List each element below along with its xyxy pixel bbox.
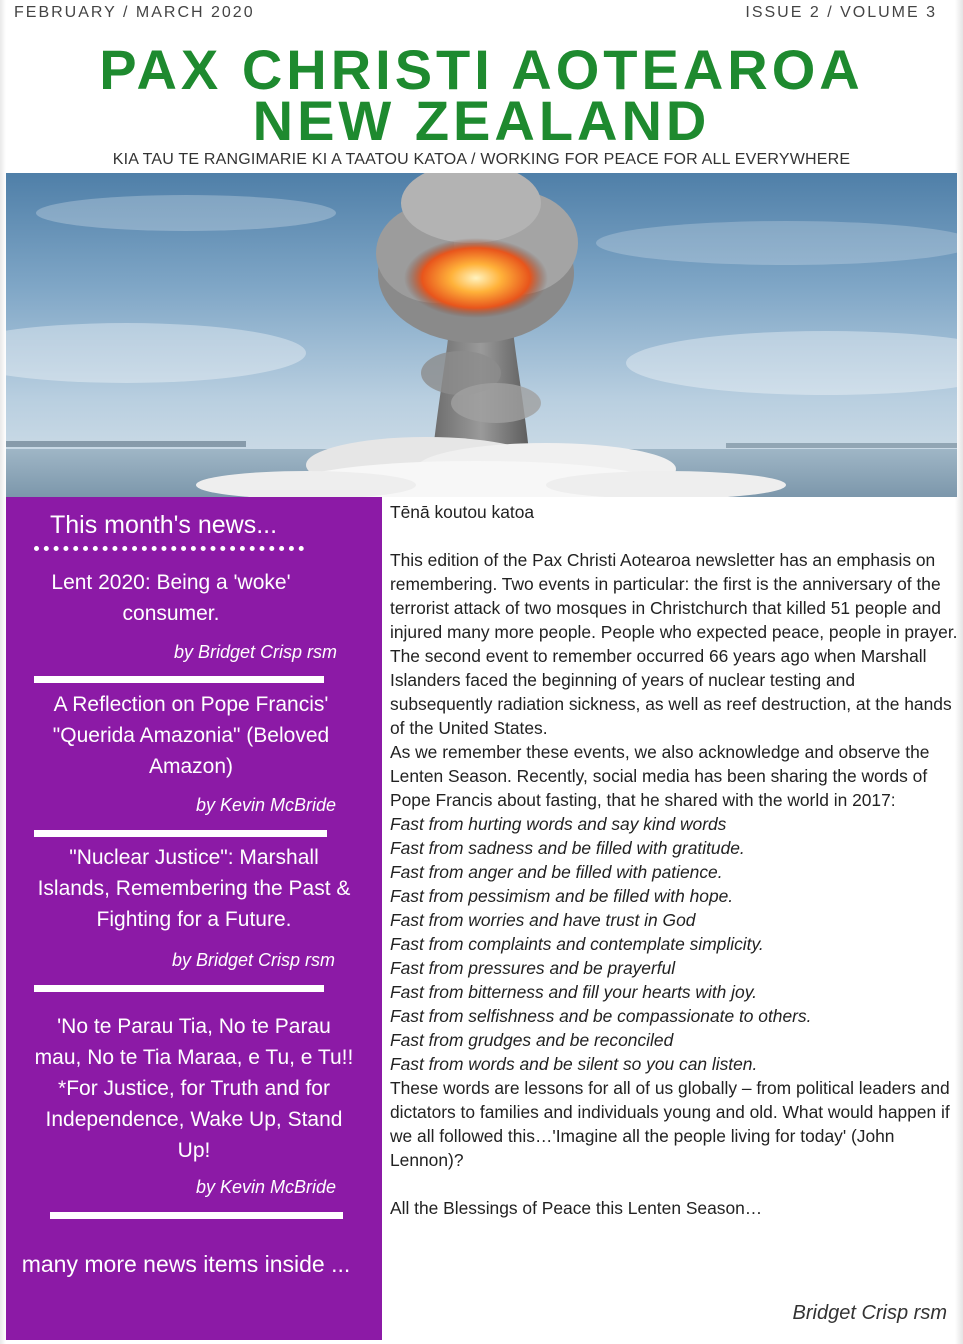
issue-number: ISSUE 2 / VOLUME 3	[745, 4, 937, 21]
fast-line: Fast from pessimism and be filled with hope.	[390, 886, 734, 906]
lent-paragraph: As we remember these events, we also acknowledge and observe the Lenten Season. Recently, social media has been sharing the words of Pope Francis about fasting, that he shared with the world in 2017:	[390, 742, 930, 810]
masthead-tagline: KIA TAU TE RANGIMARIE KI A TAATOU KATOA / WORKING FOR PEACE FOR ALL EVERYWHERE	[112, 151, 851, 168]
news-divider	[50, 1212, 343, 1219]
news-item-title[interactable]: A Reflection on Pope Francis' "Querida Amazonia" (Beloved Amazon)	[52, 693, 330, 778]
issue-date: FEBRUARY / MARCH 2020	[14, 4, 255, 21]
fast-line: Fast from sadness and be filled with gratitude.	[390, 838, 745, 858]
fast-line: Fast from selfishness and be compassionate to others.	[390, 1006, 812, 1026]
author-signature: Bridget Crisp rsm	[792, 1302, 947, 1324]
news-divider	[34, 985, 324, 992]
news-divider	[34, 830, 327, 837]
news-item-title[interactable]: 'No te Parau Tia, No te Parau mau, No te Tia Maraa, e Tu, e Tu!! *For Justice, for Truth and for Independence, Wake Up, Stand Up!	[34, 1015, 354, 1162]
fast-line: Fast from worries and have trust in God	[390, 910, 696, 930]
news-item-title[interactable]: "Nuclear Justice": Marshall Islands, Remembering the Past & Fighting for a Future.	[37, 846, 351, 931]
mushroom-cloud-illustration	[6, 173, 957, 497]
intro-paragraph: This edition of the Pax Christi Aotearoa newsletter has an emphasis on remembering. Two events in particular: the first is the anniversary of the terrorist attack of two mosques in Christchurch that killed 51 people and injured many more people. People who expected peace, people in prayer. The second event to remember occurred 66 years ago when Marshall Islanders faced the beginning of years of nuclear testing and subsequently radiation sickness, as well as reef destruction, at the hands of the United States.	[390, 550, 958, 738]
fast-line: Fast from words and be silent so you can listen.	[390, 1054, 758, 1074]
masthead-title-line1: PAX CHRISTI AOTEAROA	[99, 38, 864, 101]
news-item-author: by Kevin McBride	[196, 1177, 337, 1197]
news-sidebar	[6, 497, 382, 1340]
news-divider	[34, 676, 324, 683]
editorial-article	[390, 500, 960, 1220]
fast-line: Fast from anger and be filled with patience.	[390, 862, 723, 882]
more-news-note: many more news items inside ...	[21, 1251, 351, 1277]
news-item-author: by Bridget Crisp rsm	[172, 950, 336, 970]
masthead-title-line2: NEW ZEALAND	[252, 89, 711, 152]
closing-paragraph: These words are lessons for all of us globally – from political leaders and dictators to families and individuals young and old. What would happen if we all followed this…'Imagine all the people living for today' (John Lennon)?	[390, 1078, 950, 1170]
greeting: Tēnā koutou katoa	[390, 502, 535, 522]
fast-line: Fast from bitterness and fill your hearts with joy.	[390, 982, 757, 1002]
fast-line: Fast from complaints and contemplate simplicity.	[390, 934, 764, 954]
sidebar-heading: This month's news...	[50, 511, 278, 539]
dotted-divider	[34, 546, 304, 551]
news-item-author: by Bridget Crisp rsm	[174, 642, 338, 662]
fast-line: Fast from hurting words and say kind words	[390, 814, 727, 834]
fast-line: Fast from pressures and be prayerful	[390, 958, 676, 978]
fast-line: Fast from grudges and be reconciled	[390, 1030, 674, 1050]
blessing-line: All the Blessings of Peace this Lenten Season…	[390, 1198, 763, 1218]
news-item-author: by Kevin McBride	[196, 795, 337, 815]
hero-image-mushroom-cloud	[6, 173, 957, 497]
news-item-title[interactable]: Lent 2020: Being a 'woke' consumer.	[51, 571, 291, 625]
